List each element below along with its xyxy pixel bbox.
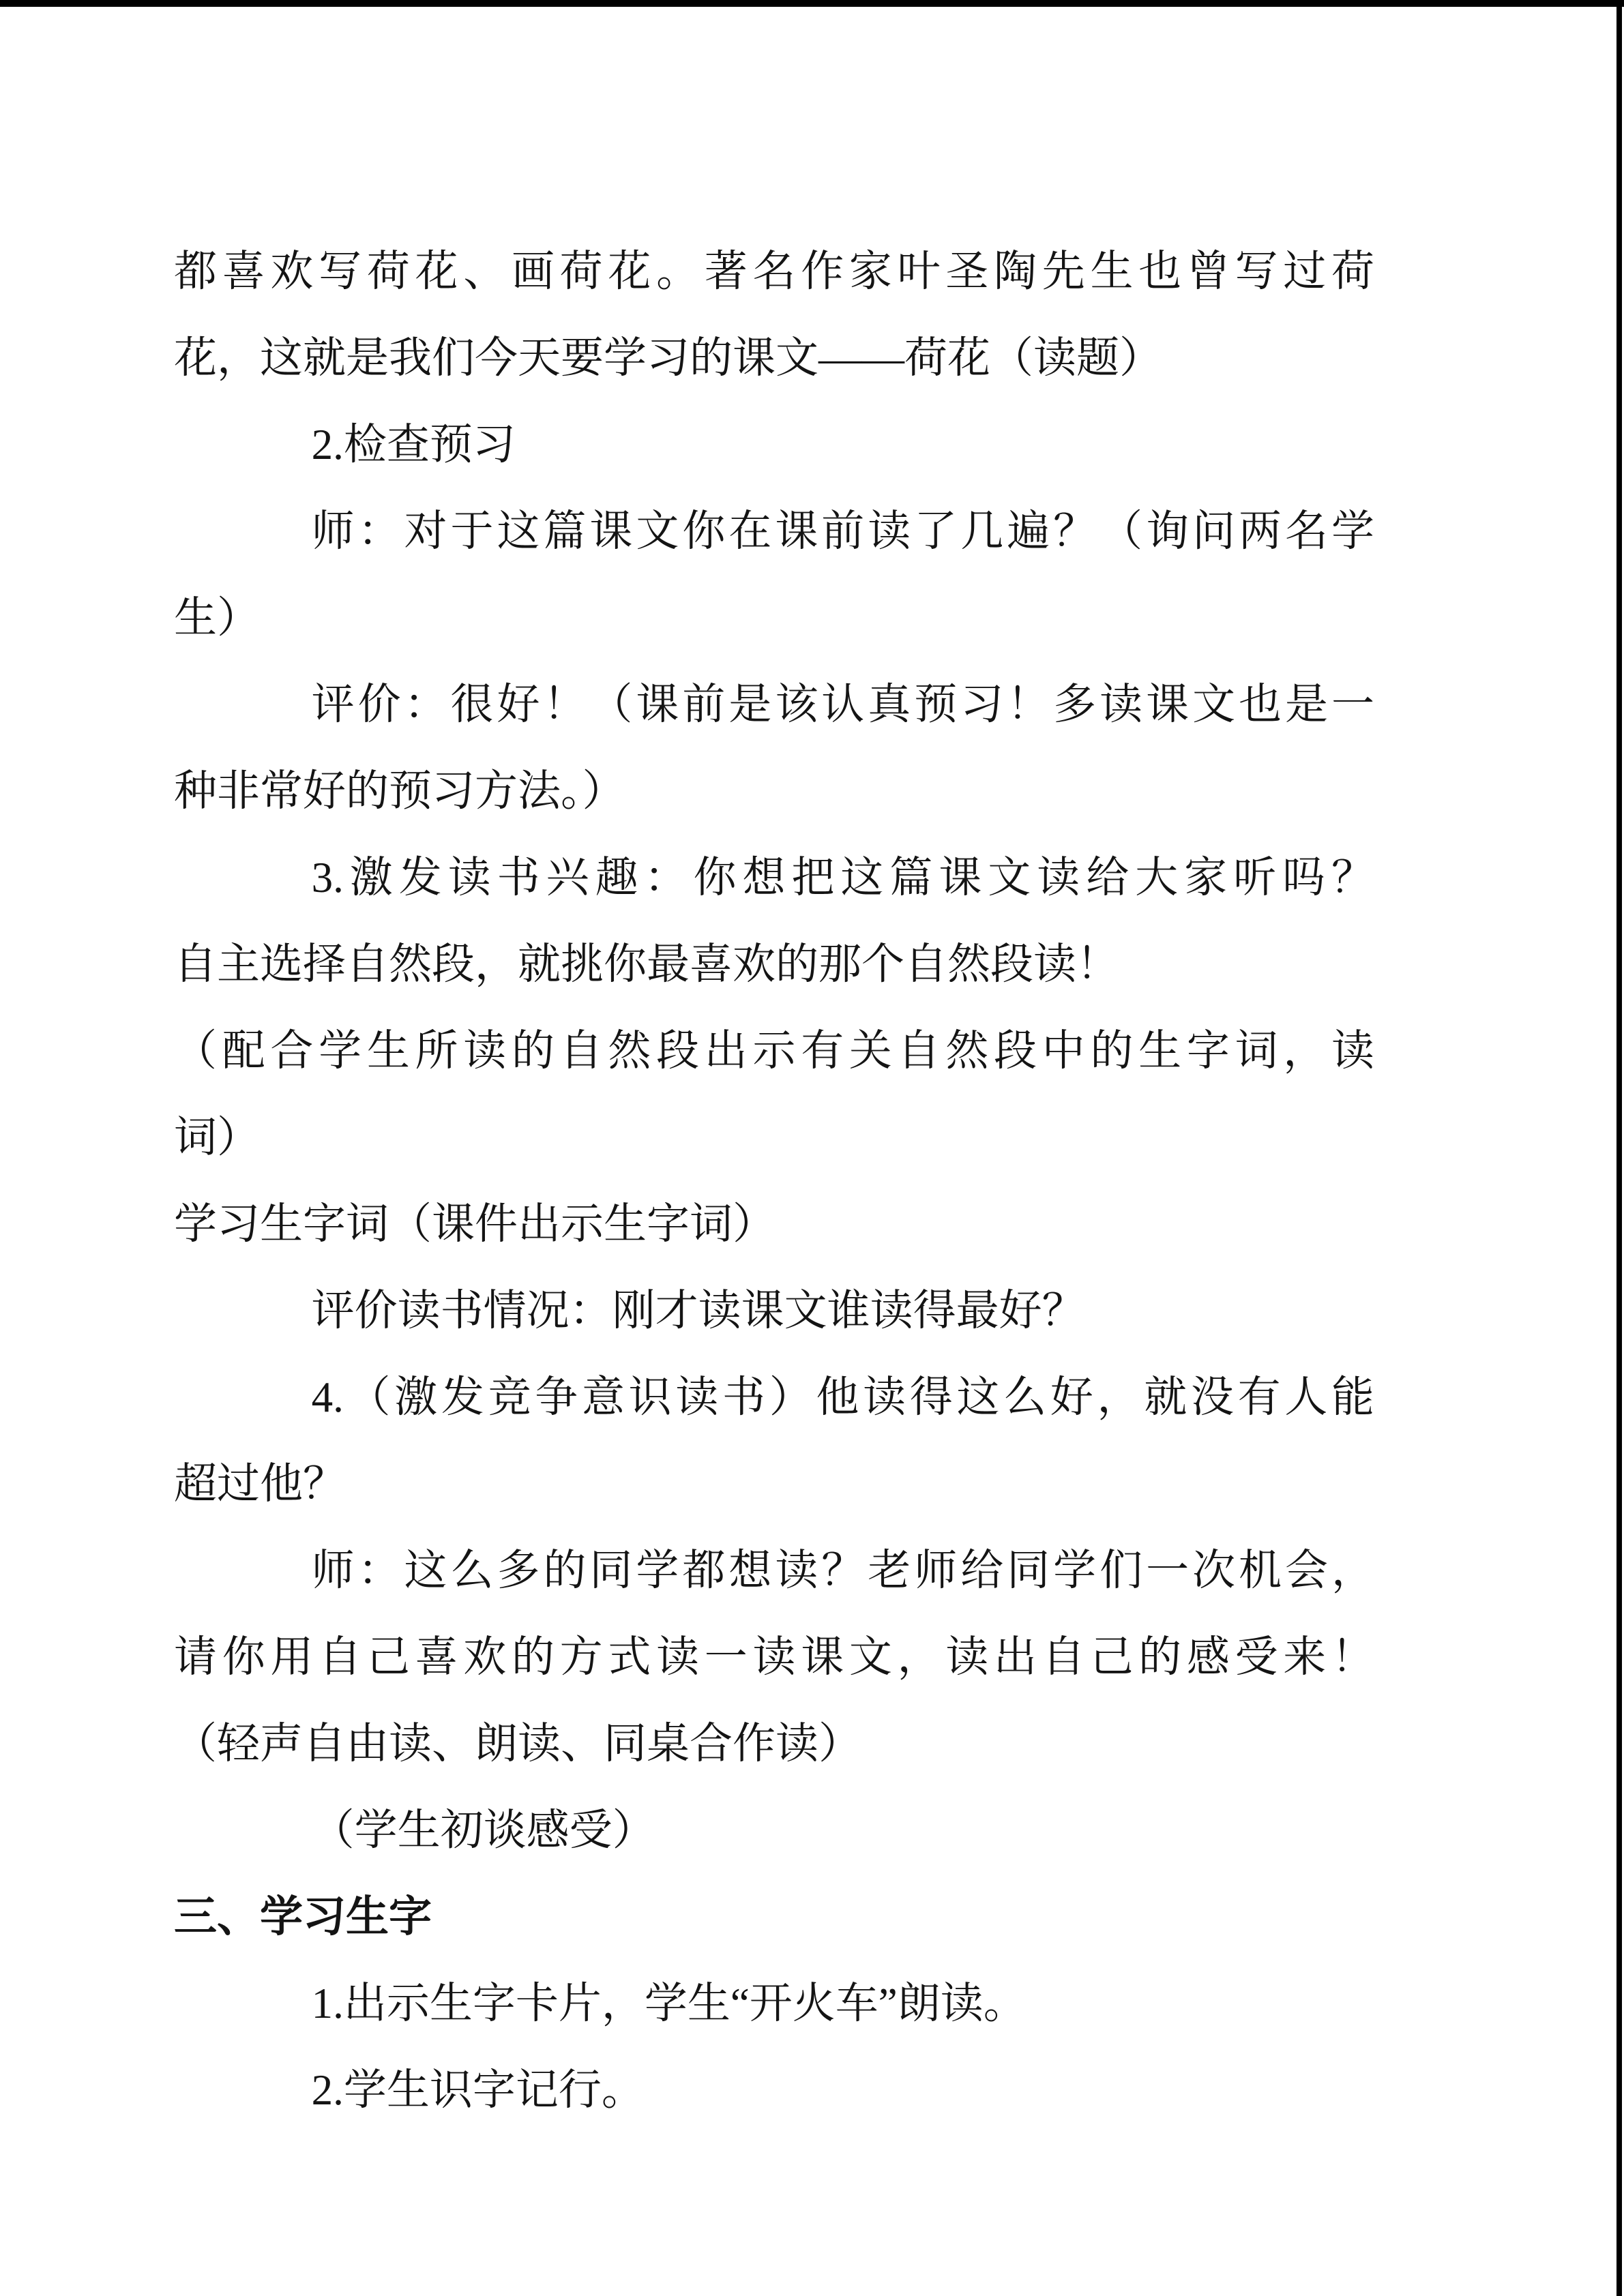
section-heading-learn-characters: 三、学习生字 xyxy=(174,1893,432,1941)
doc-line-16: 师：这么多的同学都想读？老师给同学们一次机会， xyxy=(311,1547,1374,1594)
doc-line-3: 2.检查预习 xyxy=(311,421,516,468)
doc-line-11: 词） xyxy=(174,1114,260,1161)
doc-line-6: 评价：很好！（课前是该认真预习！多读课文也是一 xyxy=(311,681,1374,728)
doc-line-14: 4.（激发竞争意识读书）他读得这么好，就没有人能 xyxy=(311,1373,1374,1421)
doc-line-5: 生） xyxy=(174,594,260,642)
doc-line-18: （轻声自由读、朗读、同桌合作读） xyxy=(174,1720,861,1768)
lesson-plan-text-block xyxy=(174,228,1374,2134)
doc-line-15: 超过他？ xyxy=(174,1460,346,1508)
doc-line-17: 请你用自己喜欢的方式读一读课文，读出自己的感受来！ xyxy=(174,1633,1374,1681)
doc-line-8: 3.激发读书兴趣：你想把这篇课文读给大家听吗？ xyxy=(311,854,1374,901)
page-right-border xyxy=(1616,0,1622,2296)
doc-line-21: 1.出示生字卡片，学生“开火车”朗读。 xyxy=(311,1980,1027,2027)
doc-line-22: 2.学生识字记行。 xyxy=(311,2066,645,2114)
page-top-border xyxy=(0,0,1624,7)
doc-line-10: （配合学生所读的自然段出示有关自然段中的生字词，读 xyxy=(174,1027,1374,1075)
doc-line-13: 评价读书情况：刚才读课文谁读得最好？ xyxy=(311,1287,1085,1335)
doc-line-2: 花，这就是我们今天要学习的课文——荷花（读题） xyxy=(174,334,1162,382)
doc-line-9: 自主选择自然段，就挑你最喜欢的那个自然段读！ xyxy=(174,940,1119,988)
doc-line-12: 学习生字词（课件出示生字词） xyxy=(174,1200,776,1248)
doc-line-1: 都喜欢写荷花、画荷花。著名作家叶圣陶先生也曾写过荷 xyxy=(174,248,1374,295)
doc-line-19: （学生初谈感受） xyxy=(311,1806,655,1854)
doc-line-4: 师：对于这篇课文你在课前读了几遍？（询问两名学 xyxy=(311,507,1374,555)
doc-line-7: 种非常好的预习方法。） xyxy=(174,767,625,815)
